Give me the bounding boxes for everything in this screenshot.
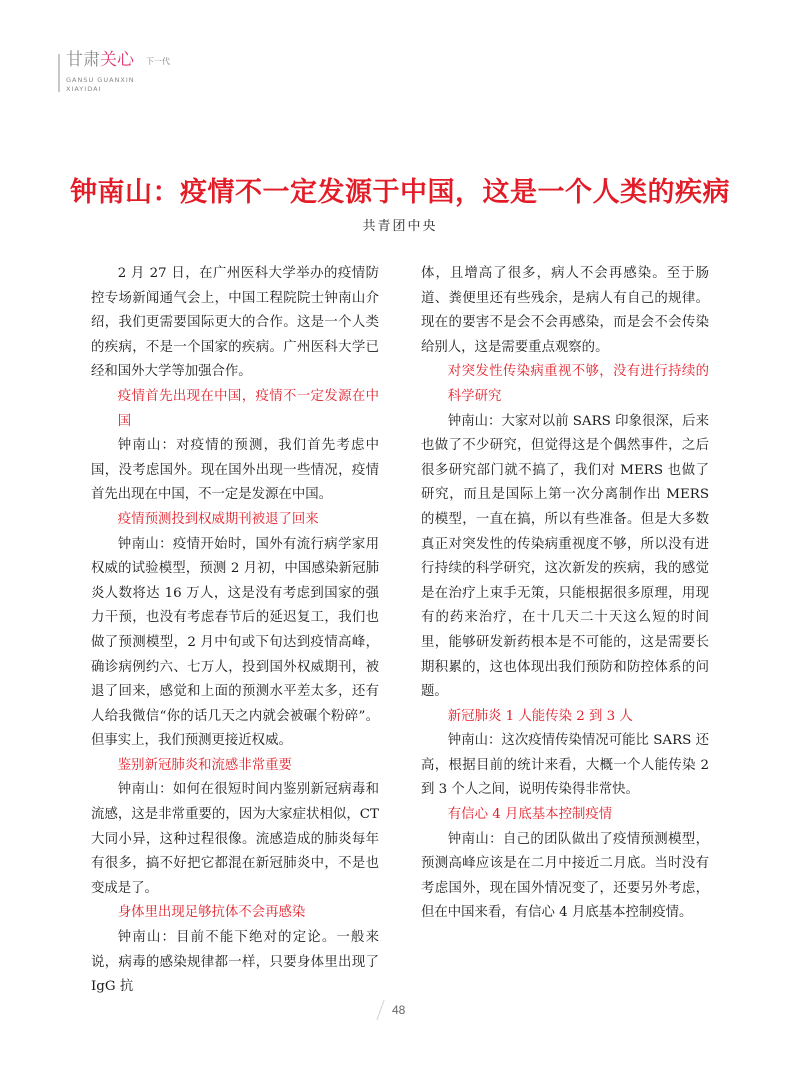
paragraph: 钟南山：目前不能下绝对的定论。一般来说，病毒的感染规律都一样，只要身体里出现了 IgG 抗 [91,930,379,995]
page-number: 48 [392,1003,406,1017]
section-heading: 有信心 4 月底基本控制疫情 [447,807,613,823]
logo-wordmark: 甘肃关心 [66,50,134,70]
magazine-logo [58,50,178,100]
paragraph: 钟南山：这次疫情传染情况可能比 SARS 还高，根据目前的统计来看，大概一个人能传染 2 到 3 个人之间，说明传染得非常快。 [421,733,709,798]
section-heading: 疫情预测投到权威期刊被退了回来 [117,511,319,527]
logo-english-line-2: XIAYIDAI [66,85,102,93]
section-heading: 新冠肺炎 1 人能传染 2 到 3 人 [447,708,633,724]
section-heading: 对突发性传染病重视不够，没有进行持续的科学研究 [447,364,709,404]
section-heading: 鉴别新冠肺炎和流感非常重要 [117,757,292,773]
logo-bar [58,54,60,92]
paragraph: 钟南山：如何在很短时间内鉴别新冠病毒和流感，这是非常重要的，因为大家症状相似，CT 大同小异，这种过程很像。流感造成的肺炎每年有很多，搞不好把它都混在新冠肺炎中，不是也变成是了。 [91,782,379,896]
section-heading: 身体里出现足够抗体不会再感染 [117,905,306,921]
footer-divider [376,1000,384,1020]
left-column [91,262,379,1000]
paragraph: 钟南山：对疫情的预测，我们首先考虑中国，没考虑国外。现在国外出现一些情况，疫情首先出现在中国，不一定是发源在中国。 [91,438,379,503]
logo-subtitle: 下一代 [146,57,170,66]
paragraph: 钟南山：大家对以前 SARS 印象很深，后来也做了不少研究，但觉得这是个偶然事件，之后很多研究部门就不搞了，我们对 MERS 也做了研究，而且是国际上第一次分离制作出 MERS 的模型，一直在搞，所以有些准备。但是大多数真正对突发性的传染病重视度不够，所以没有进行持续的科学研究，这次新发的疾病，我的感觉是在治疗上束手无策，只能根据很多原理，用现有的药来治疗，在十几天二十天这么短的时间里，能够研发新药根本是不可能的，这是需要长期积累的，这也体现出我们预防和防控体系的问题。 [421,413,709,700]
paragraph: 2 月 27 日，在广州医科大学举办的疫情防控专场新闻通气会上，中国工程院院士钟南山介绍，我们更需要国际更大的合作。这是一个人类的疾病，不是一个国家的疾病。广州医科大学已经和国外大学等加强合作。 [91,266,379,380]
logo-english-line-1: GANSU GUANXIN [66,76,135,84]
paragraph: 钟南山：自己的团队做出了疫情预测模型，预测高峰应该是在二月中接近二月底。当时没有考虑国外，现在国外情况变了，还要另外考虑，但在中国来看，有信心 4 月底基本控制疫情。 [421,831,709,921]
article-author: 共青团中央 [362,219,438,234]
paragraph: 钟南山：疫情开始时，国外有流行病学家用权威的试验模型，预测 2 月初，中国感染新冠肺炎人数将达 16 万人，这是没有考虑到国家的强力干预，也没有考虑春节后的延迟复工，我们也做了预测模型，2 月中旬或下旬达到疫情高峰，确诊病例约六、七万人，投到国外权威期刊，被退了回来，感觉和上面的预测水平差太多，还有人给我微信“你的话几天之内就会被碾个粉碎”。但事实上，我们预测更接近权威。 [91,536,379,749]
article-title: 钟南山：疫情不一定发源于中国，这是一个人类的疾病 [70,177,730,208]
paragraph-continued: 体，且增高了很多，病人不会再感染。至于肠道、粪便里还有些残余，是病人有自己的规律。现在的要害不是会不会再感染，而是会不会传染给别人，这是需要重点观察的。 [421,266,709,355]
section-heading: 疫情首先出现在中国，疫情不一定发源在中国 [117,388,379,429]
right-column [421,262,709,926]
